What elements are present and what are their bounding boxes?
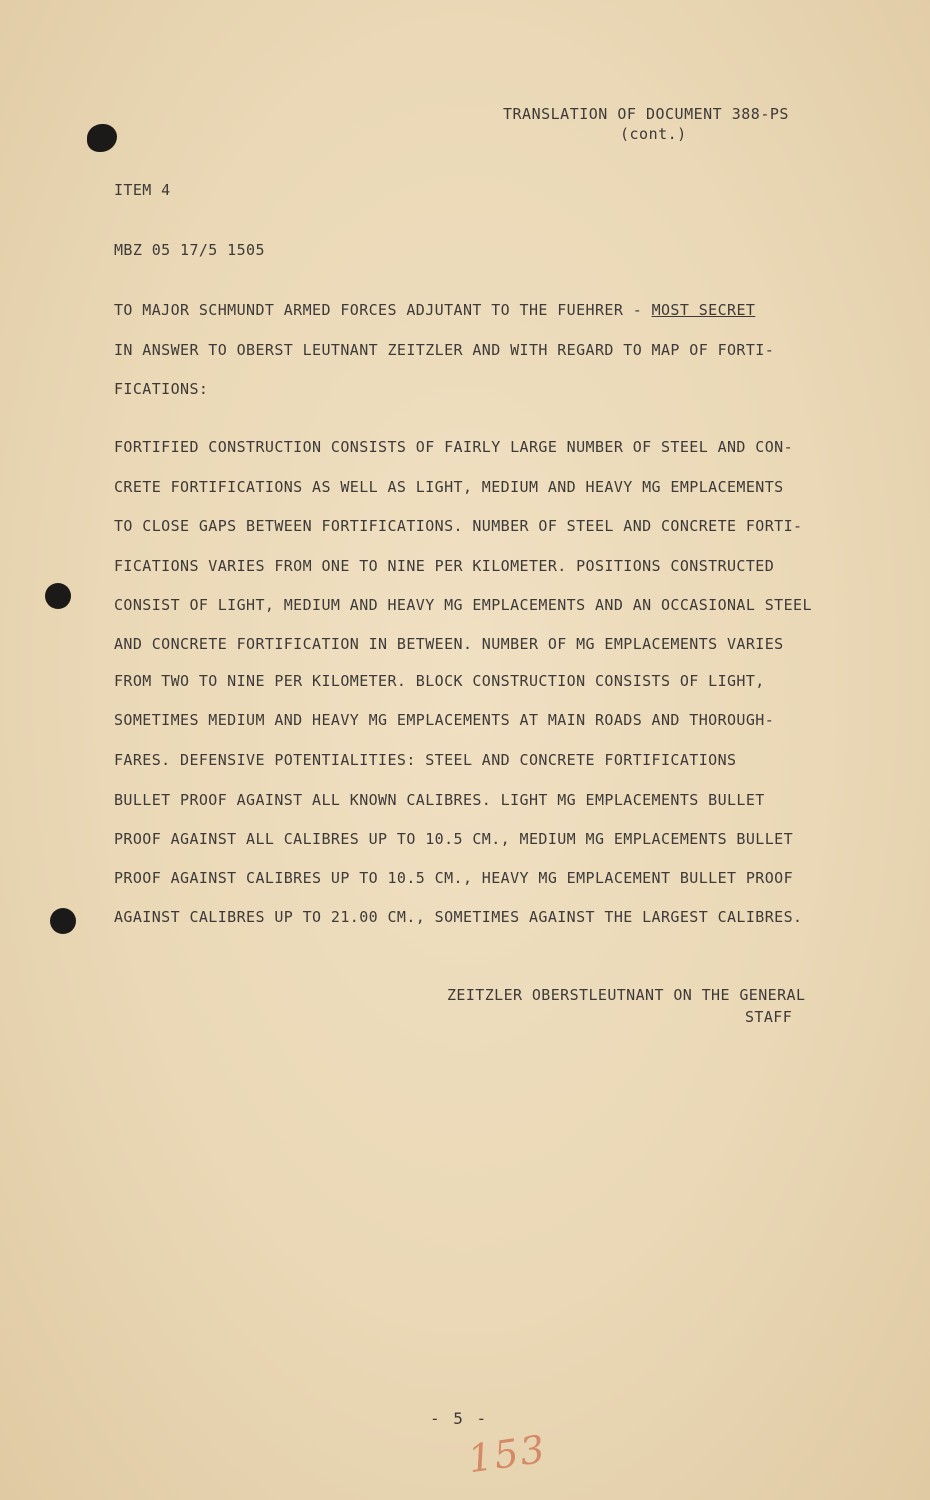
handwritten-folio-number: 153 <box>465 1426 550 1482</box>
punch-hole-middle <box>45 583 71 609</box>
signature-block <box>447 984 805 1028</box>
addressee-prefix: TO MAJOR SCHMUNDT ARMED FORCES ADJUTANT TO THE FUEHRER - <box>114 301 652 319</box>
body-line: SOMETIMES MEDIUM AND HEAVY MG EMPLACEMENTS AT MAIN ROADS AND THOROUGH- <box>114 711 775 729</box>
message-reference: MBZ 05 17/5 1505 <box>114 241 265 259</box>
body-line: AND CONCRETE FORTIFICATION IN BETWEEN. NUMBER OF MG EMPLACEMENTS VARIES <box>114 635 784 653</box>
header-continuation: (cont.) <box>620 125 687 143</box>
addressee-line-3: FICATIONS: <box>114 380 209 398</box>
body-line: CRETE FORTIFICATIONS AS WELL AS LIGHT, MEDIUM AND HEAVY MG EMPLACEMENTS <box>114 478 784 496</box>
body-line: FICATIONS VARIES FROM ONE TO NINE PER KILOMETER. POSITIONS CONSTRUCTED <box>114 557 775 575</box>
body-line: FORTIFIED CONSTRUCTION CONSISTS OF FAIRLY LARGE NUMBER OF STEEL AND CON- <box>114 438 794 456</box>
body-line: CONSIST OF LIGHT, MEDIUM AND HEAVY MG EMPLACEMENTS AND AN OCCASIONAL STEEL <box>114 596 812 614</box>
addressee-line-1 <box>114 301 755 319</box>
body-line: BULLET PROOF AGAINST ALL KNOWN CALIBRES. LIGHT MG EMPLACEMENTS BULLET <box>114 791 765 809</box>
body-line: PROOF AGAINST ALL CALIBRES UP TO 10.5 CM., MEDIUM MG EMPLACEMENTS BULLET <box>114 830 794 848</box>
addressee-line-2: IN ANSWER TO OBERST LEUTNANT ZEITZLER AND WITH REGARD TO MAP OF FORTI- <box>114 341 775 359</box>
body-line: FROM TWO TO NINE PER KILOMETER. BLOCK CONSTRUCTION CONSISTS OF LIGHT, <box>114 672 765 690</box>
signature-line-2: STAFF <box>745 1008 793 1026</box>
body-line: PROOF AGAINST CALIBRES UP TO 10.5 CM., HEAVY MG EMPLACEMENT BULLET PROOF <box>114 869 794 887</box>
item-label: ITEM 4 <box>114 181 171 199</box>
punch-hole-bottom <box>50 908 76 934</box>
body-line: FARES. DEFENSIVE POTENTIALITIES: STEEL AND CONCRETE FORTIFICATIONS <box>114 751 737 769</box>
body-line: AGAINST CALIBRES UP TO 21.00 CM., SOMETIMES AGAINST THE LARGEST CALIBRES. <box>114 908 803 926</box>
page-number: - 5 - <box>430 1409 489 1428</box>
header-title: TRANSLATION OF DOCUMENT 388-PS <box>503 105 789 123</box>
punch-hole-top <box>87 124 117 152</box>
classification-marking: MOST SECRET <box>651 301 756 319</box>
document-header <box>503 104 803 144</box>
signature-line-1: ZEITZLER OBERSTLEUTNANT ON THE GENERAL <box>447 986 806 1004</box>
body-line: TO CLOSE GAPS BETWEEN FORTIFICATIONS. NUMBER OF STEEL AND CONCRETE FORTI- <box>114 517 803 535</box>
